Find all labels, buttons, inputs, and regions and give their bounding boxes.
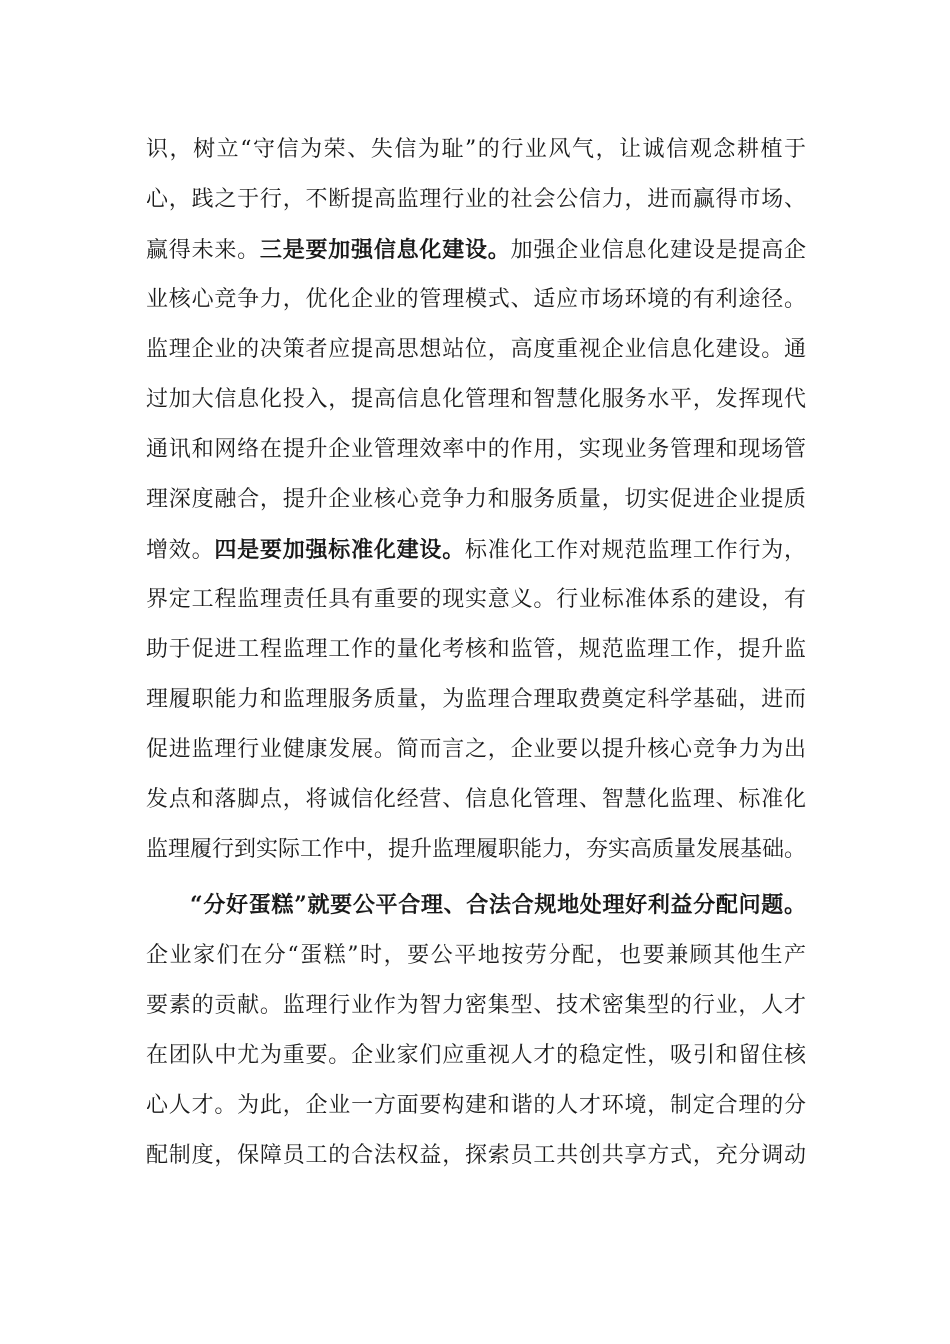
text-line: 业核心竞争力，优化企业的管理模式、适应市场环境的有利途径。 bbox=[146, 287, 806, 312]
text-line: 识，树立“守信为荣、失信为耻”的行业风气，让诚信观念耕植于 bbox=[146, 137, 806, 162]
text-line: 要素的贡献。监理行业作为智力密集型、技术密集型的行业，人才 bbox=[146, 993, 806, 1018]
text-line: 理深度融合，提升企业核心竞争力和服务质量，切实促进企业提质 bbox=[146, 487, 806, 512]
text-run: 标准化工作对规范监理工作行为， bbox=[465, 538, 806, 563]
text-run: 加强企业信息化建设是提高企 bbox=[510, 238, 806, 263]
text-line: 发点和落脚点，将诚信化经营、信息化管理、智慧化监理、标准化 bbox=[146, 787, 806, 812]
text-line: 心，践之于行，不断提高监理行业的社会公信力，进而赢得市场、 bbox=[146, 187, 806, 212]
text-line: 助于促进工程监理工作的量化考核和监管，规范监理工作，提升监 bbox=[146, 637, 806, 662]
text-line: 企业家们在分“蛋糕”时，要公平地按劳分配，也要兼顾其他生产 bbox=[146, 943, 806, 968]
text-line bbox=[146, 525, 806, 575]
bold-lead-sentence: “分好蛋糕”就要公平合理、合法合规地处理好利益分配问题。 bbox=[190, 892, 806, 918]
text-line: 监理企业的决策者应提高思想站位，高度重视企业信息化建设。通 bbox=[146, 337, 806, 362]
text-line: 界定工程监理责任具有重要的现实意义。行业标准体系的建设，有 bbox=[146, 587, 806, 612]
text-line: 监理履行到实际工作中，提升监理履职能力，夯实高质量发展基础。 bbox=[146, 837, 807, 862]
text-line: 心人才。为此，企业一方面要构建和谐的人才环境，制定合理的分 bbox=[146, 1093, 806, 1118]
text-line: 过加大信息化投入，提高信息化管理和智慧化服务水平，发挥现代 bbox=[146, 387, 806, 412]
text-line: 理履职能力和监理服务质量，为监理合理取费奠定科学基础，进而 bbox=[146, 687, 806, 712]
text-line: 在团队中尤为重要。企业家们应重视人才的稳定性，吸引和留住核 bbox=[146, 1043, 806, 1068]
text-run: 增效。 bbox=[146, 538, 215, 563]
text-run: 赢得未来。 bbox=[146, 238, 260, 263]
text-line: 配制度，保障员工的合法权益，探索员工共创共享方式，充分调动 bbox=[146, 1143, 806, 1168]
text-line: 促进监理行业健康发展。简而言之，企业要以提升核心竞争力为出 bbox=[146, 737, 806, 762]
bold-heading-run: 三是要加强信息化建设。 bbox=[259, 237, 511, 263]
bold-heading-run: 四是要加强标准化建设。 bbox=[214, 537, 465, 563]
text-line bbox=[146, 225, 806, 275]
text-line: 通讯和网络在提升企业管理效率中的作用，实现业务管理和现场管 bbox=[146, 437, 806, 462]
